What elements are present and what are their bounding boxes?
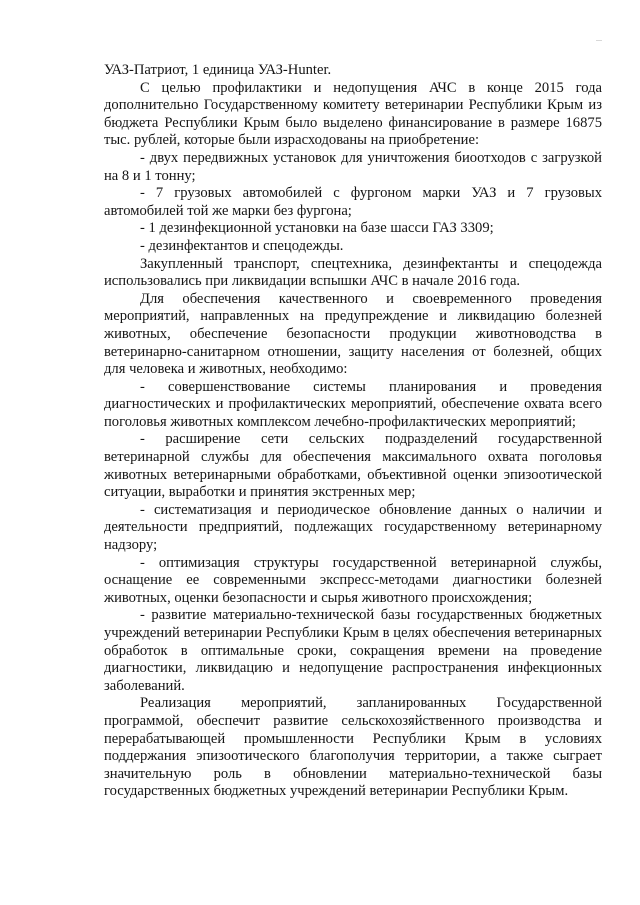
list-item-planning: - совершенствование системы планирования и проведения диагностических и профилактических мероприятий, обеспечение охвата всего поголовья животных комплексом лечебно-профилактических мероприятий; [104, 378, 602, 430]
list-item-data-systematization: - систематизация и периодическое обновление данных о наличии и деятельности предприятий, подлежащих государственному ветеринарному надзору; [104, 501, 602, 554]
list-item-network-expansion: - расширение сети сельских подразделений государственной ветеринарной службы для обеспечения максимального охвата поголовья животных ветеринарными обработками, объективной оценки эпизоотической ситуации, выработки и принятия экстренных мер; [104, 431, 602, 501]
paragraph-asf-financing: С целью профилактики и недопущения АЧС в конце 2015 года дополнительно Государственному комитету ветеринарии Республики Крым из бюджета Республики Крым было выделено финансирование в размере 16875 тыс. рублей, которые были израсходованы на приобретение: [104, 79, 602, 149]
list-item-disinfectants: - дезинфектантов и спецодежды. [140, 237, 344, 254]
paragraph-vehicles-continued: УАЗ-Патриот, 1 единица УАЗ-Hunter. [104, 62, 332, 78]
list-item-service-optimization: - оптимизация структуры государственной ветеринарной службы, оснащение ее современными экспресс-методами диагностики болезней животных, оценки безопасности и сырья животного происхождения; [104, 554, 602, 606]
list-item-material-base: - развитие материально-технической базы государственных бюджетных учреждений ветеринарии Республики Крым в целях обеспечения ветеринарных обработок в оптимальные сроки, сокращения времени на проведение диагностики, ликвидацию и недопущение распространения инфекционных заболеваний. [104, 607, 602, 694]
paragraph-requirements-intro: Для обеспечения качественного и своевременного проведения мероприятий, направленных на предупреждение и ликвидацию болезней животных, обеспечение безопасности продукции животноводства в ветеринарно-санитарном отношении, защиту населения от болезней, общих для человека и животных, необходимо: [104, 290, 602, 378]
list-item-disinfection-unit: - 1 дезинфекционной установки на базе шасси ГАЗ 3309; [140, 220, 494, 237]
paragraph-program-conclusion: Реализация мероприятий, запланированных Государственной программой, обеспечит развитие сельскохозяйственного производства и перерабатывающей промышленности Республики Крым в условиях поддержания эпизоотического благополучия территории, а также сыграет значительную роль в обновлении материально-технической базы государственных бюджетных учреждений ветеринарии Республики Крым. [104, 695, 602, 800]
paragraph-equipment-usage: Закупленный транспорт, спецтехника, дезинфектанты и спецодежда использовались при ликвидации вспышки АЧС в начале 2016 года. [104, 255, 602, 290]
document-body [104, 62, 602, 801]
list-item-trucks: - 7 грузовых автомобилей с фургоном марки УАЗ и 7 грузовых автомобилей той же марки без фургона; [104, 185, 602, 219]
scan-mark [596, 40, 602, 41]
list-item-waste-units: - двух передвижных установок для уничтожения биоотходов с загрузкой на 8 и 1 тонну; [104, 149, 602, 184]
